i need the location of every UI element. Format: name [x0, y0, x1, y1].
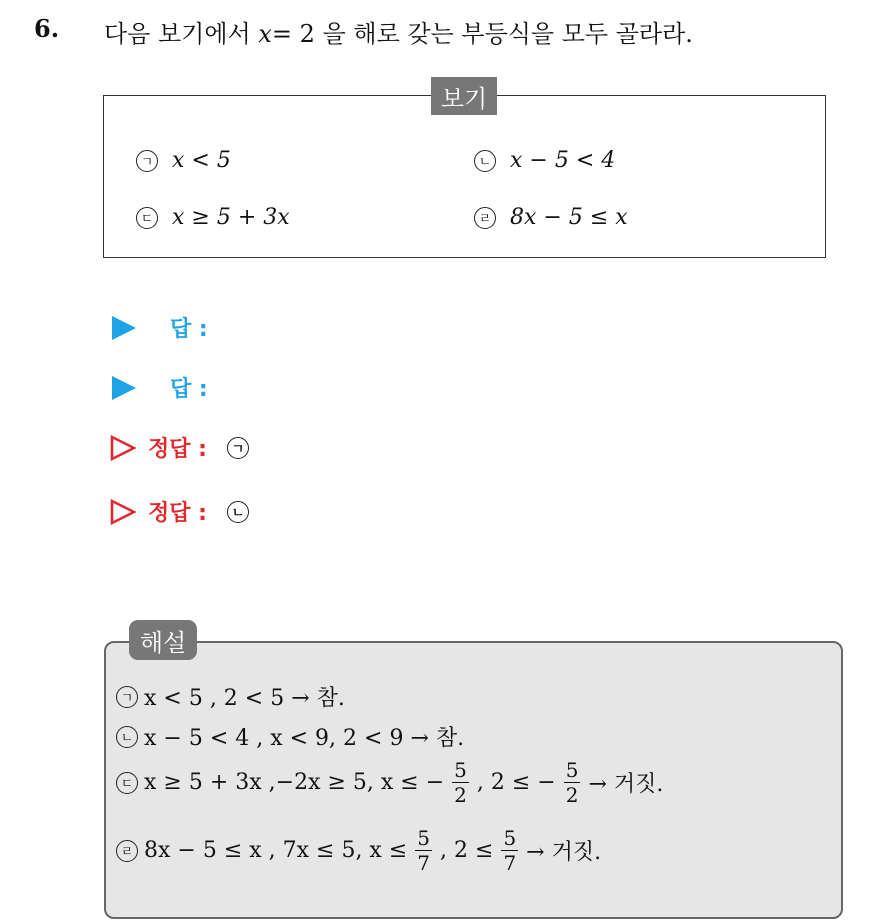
circle-marker: ㄹ [116, 840, 138, 862]
bogi-item-1: ㄱ x < 5 [136, 148, 231, 173]
bogi-item-2: ㄴ x − 5 < 4 [474, 148, 615, 173]
fraction: $\frac{5}{2}$ [454, 758, 467, 807]
play-triangle-icon [112, 316, 136, 340]
bogi-tag: 보기 [431, 77, 497, 115]
answer-label: 답 : [170, 377, 208, 402]
circle-marker: ㄹ [474, 207, 496, 229]
solution-line-2: ㄴ x − 5 < 4 , x < 9, 2 < 9 → 참. [116, 721, 464, 752]
solution-line-1: ㄱ x < 5 , 2 < 5 → 참. [116, 681, 345, 712]
answer-row-1 [112, 312, 208, 343]
correct-answer-marker: ㄱ [227, 437, 249, 459]
outline-triangle-icon [110, 499, 136, 525]
circle-marker: ㄷ [116, 772, 138, 794]
correct-row-2 [110, 496, 249, 527]
question-text: 다음 보기에서 x= 2 을 해로 갖는 부등식을 모두 골라라. [104, 20, 693, 48]
answer-label: 답 : [170, 317, 208, 342]
fraction: $\frac{5}{7}$ [417, 826, 431, 875]
question-number: 6. [34, 14, 60, 43]
outline-triangle-icon [110, 435, 136, 461]
correct-row-1 [110, 432, 249, 463]
bogi-item-3: ㄷ x ≥ 5 + 3x [136, 205, 290, 230]
play-triangle-icon [112, 376, 136, 400]
correct-answer-marker: ㄴ [227, 501, 249, 523]
solution-line-4: ㄹ 8x − 5 ≤ x , 7x ≤ 5, x ≤ $\frac{5}{7}$ , 2 ≤ $\frac{5}{7}$ → 거짓. [116, 828, 601, 873]
circle-marker: ㄱ [136, 150, 158, 172]
bogi-item-4: ㄹ 8x − 5 ≤ x [474, 205, 628, 230]
circle-marker: ㄴ [474, 150, 496, 172]
fraction: $\frac{5}{7}$ [503, 826, 517, 875]
circle-marker: ㄷ [136, 207, 158, 229]
solution-line-3: ㄷ x ≥ 5 + 3x ,−2x ≥ 5, x ≤ − $\frac{5}{2}$ , 2 ≤ − $\frac{5}{2}$ → 거짓. [116, 760, 663, 805]
answer-row-2 [112, 372, 208, 403]
correct-label: 정답 : [148, 437, 207, 462]
solution-tag: 해설 [129, 620, 197, 660]
bogi-box [103, 95, 826, 258]
circle-marker: ㄴ [116, 726, 138, 748]
fraction: $\frac{5}{2}$ [565, 758, 579, 807]
correct-label: 정답 : [148, 501, 207, 526]
circle-marker: ㄱ [116, 686, 138, 708]
